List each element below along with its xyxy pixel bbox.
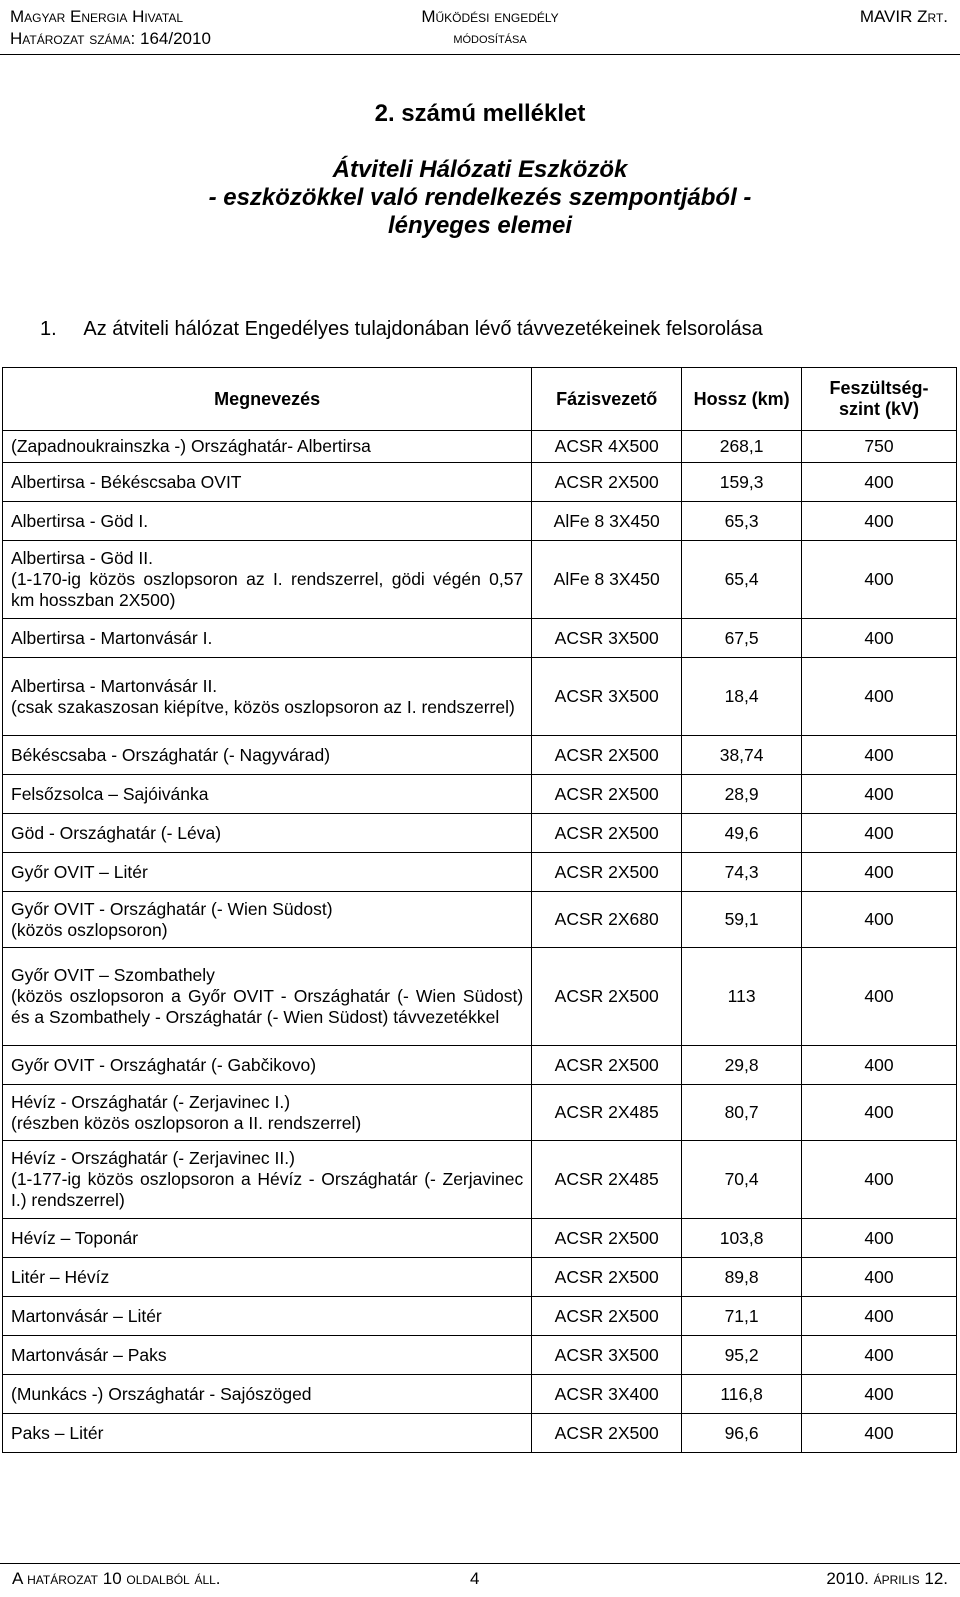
line-name-title: Albertirsa - Martonvásár II. (csak szakaszosan kiépítve, közös oszlopsoron az I. rendszerrel) <box>11 675 515 717</box>
cell-name <box>3 1297 532 1336</box>
cell-voltage: 400 <box>802 541 957 619</box>
cell-phase: ACSR 2X500 <box>532 1258 682 1297</box>
section-number: 1. <box>40 318 57 340</box>
cell-phase: ACSR 2X500 <box>532 814 682 853</box>
cell-name <box>3 619 532 658</box>
cell-length: 113 <box>682 948 802 1046</box>
cell-length: 103,8 <box>682 1219 802 1258</box>
cell-voltage: 400 <box>802 463 957 502</box>
table-row <box>3 853 957 892</box>
cell-length: 159,3 <box>682 463 802 502</box>
table-row <box>3 541 957 619</box>
cell-length: 29,8 <box>682 1046 802 1085</box>
cell-voltage: 400 <box>802 1219 957 1258</box>
table-row <box>3 463 957 502</box>
cell-phase: ACSR 3X500 <box>532 619 682 658</box>
transmission-lines-table <box>2 367 957 1453</box>
cell-phase: AlFe 8 3X450 <box>532 541 682 619</box>
cell-name <box>3 853 532 892</box>
cell-name <box>3 1141 532 1219</box>
title-block <box>0 100 960 240</box>
cell-length: 96,6 <box>682 1414 802 1453</box>
line-name-title: Litér – Hévíz <box>11 1266 110 1287</box>
table-row <box>3 1297 957 1336</box>
cell-voltage: 400 <box>802 736 957 775</box>
line-name-title: Albertirsa - Göd I. <box>11 510 149 531</box>
line-name-title: Hévíz – Toponár <box>11 1227 139 1248</box>
title-line-2: - eszközökkel való rendelkezés szempontjából - <box>208 184 752 211</box>
table-row <box>3 431 957 463</box>
cell-name <box>3 541 532 619</box>
title-line-1: Átviteli Hálózati Eszközök <box>332 156 628 183</box>
cell-phase: ACSR 2X500 <box>532 1219 682 1258</box>
cell-name <box>3 1219 532 1258</box>
cell-name <box>3 1375 532 1414</box>
footer-date: 2010. április 12. <box>826 1569 948 1588</box>
cell-length: 49,6 <box>682 814 802 853</box>
header-modification: módosítása <box>453 30 527 47</box>
cell-length: 65,4 <box>682 541 802 619</box>
cell-voltage: 400 <box>802 1414 957 1453</box>
header-company: MAVIR Zrt. <box>859 7 948 26</box>
cell-voltage: 400 <box>802 814 957 853</box>
cell-phase: ACSR 2X500 <box>532 1297 682 1336</box>
cell-phase: ACSR 3X400 <box>532 1375 682 1414</box>
table-row <box>3 736 957 775</box>
header-authority: Magyar Energia Hivatal <box>10 7 184 26</box>
table-row <box>3 1219 957 1258</box>
table-row <box>3 502 957 541</box>
cell-length: 89,8 <box>682 1258 802 1297</box>
page-header <box>0 0 960 55</box>
header-license: Működési engedély <box>421 7 559 26</box>
cell-length: 18,4 <box>682 658 802 736</box>
cell-name <box>3 948 532 1046</box>
footer-page-count: A határozat 10 oldalból áll. <box>12 1569 221 1588</box>
cell-name <box>3 1046 532 1085</box>
table-row <box>3 1141 957 1219</box>
cell-phase: AlFe 8 3X450 <box>532 502 682 541</box>
cell-name <box>3 892 532 948</box>
cell-length: 71,1 <box>682 1297 802 1336</box>
table-row <box>3 948 957 1046</box>
table-body <box>3 431 957 1453</box>
cell-voltage: 400 <box>802 1141 957 1219</box>
cell-name <box>3 658 532 736</box>
table-header-row <box>3 368 957 431</box>
cell-length: 116,8 <box>682 1375 802 1414</box>
col-header-length: Hossz (km) <box>682 368 802 431</box>
cell-phase: ACSR 2X680 <box>532 892 682 948</box>
line-name-title: Hévíz - Országhatár (- Zerjavinec I.) (részben közös oszlopsoron a II. rendszerrel) <box>11 1091 362 1133</box>
line-name-title: Martonvásár – Paks <box>11 1344 167 1365</box>
line-name-title: Albertirsa - Békéscsaba OVIT <box>11 471 242 492</box>
header-middle <box>385 6 595 50</box>
cell-phase: ACSR 2X500 <box>532 1414 682 1453</box>
table-row <box>3 892 957 948</box>
section-heading <box>40 318 763 341</box>
cell-name <box>3 1336 532 1375</box>
table-row <box>3 814 957 853</box>
line-name-title: Martonvásár – Litér <box>11 1305 162 1326</box>
cell-name <box>3 463 532 502</box>
line-name-title: Albertirsa - Göd II. (1-170-ig közös oszlopsoron az I. rendszerrel, gödi végén 0,57 km hosszban 2X500) <box>11 548 524 610</box>
table-row <box>3 1414 957 1453</box>
table-row <box>3 1046 957 1085</box>
cell-phase: ACSR 2X485 <box>532 1141 682 1219</box>
col-header-phase: Fázisvezető <box>532 368 682 431</box>
cell-length: 38,74 <box>682 736 802 775</box>
line-name-title: Békéscsaba - Országhatár (- Nagyvárad) <box>11 744 331 765</box>
header-right <box>860 6 948 28</box>
cell-voltage: 400 <box>802 853 957 892</box>
line-name-title: Győr OVIT – Szombathely (közös oszlopsoron a Győr OVIT - Országhatár (- Wien Südost) és a Szombathely - Országhatár (- Wien Südost) távvezetékkel <box>11 965 524 1027</box>
col-header-voltage: Feszültség-szint (kV) <box>802 368 957 431</box>
cell-voltage: 400 <box>802 775 957 814</box>
cell-voltage: 400 <box>802 658 957 736</box>
cell-length: 28,9 <box>682 775 802 814</box>
cell-voltage: 400 <box>802 502 957 541</box>
cell-length: 65,3 <box>682 502 802 541</box>
title-line-3: lényeges elemei <box>387 212 573 239</box>
line-name-title: Göd - Országhatár (- Léva) <box>11 822 222 843</box>
cell-phase: ACSR 2X500 <box>532 736 682 775</box>
cell-name <box>3 1085 532 1141</box>
line-name-title: Hévíz - Országhatár (- Zerjavinec II.) (1-177-ig közös oszlopsoron a Hévíz - Országhatár (- Zerjavinec I.) rendszerrel) <box>11 1148 524 1210</box>
page-footer <box>0 1563 960 1597</box>
table-row <box>3 775 957 814</box>
cell-length: 59,1 <box>682 892 802 948</box>
cell-name <box>3 814 532 853</box>
header-left <box>10 6 211 50</box>
cell-name <box>3 1414 532 1453</box>
cell-phase: ACSR 2X500 <box>532 853 682 892</box>
cell-voltage: 400 <box>802 1336 957 1375</box>
cell-length: 70,4 <box>682 1141 802 1219</box>
cell-name <box>3 502 532 541</box>
line-name-title: Felsőzsolca – Sajóivánka <box>11 783 209 804</box>
cell-name <box>3 1258 532 1297</box>
header-decision-number: Határozat száma: 164/2010 <box>10 29 211 48</box>
cell-voltage: 400 <box>802 1297 957 1336</box>
cell-voltage: 400 <box>802 1258 957 1297</box>
col-header-name: Megnevezés <box>3 368 532 431</box>
cell-length: 80,7 <box>682 1085 802 1141</box>
table-row <box>3 619 957 658</box>
cell-phase: ACSR 2X500 <box>532 948 682 1046</box>
table-row <box>3 1375 957 1414</box>
cell-phase: ACSR 2X500 <box>532 463 682 502</box>
line-name-title: Albertirsa - Martonvásár I. <box>11 627 213 648</box>
cell-voltage: 400 <box>802 1085 957 1141</box>
table-row <box>3 658 957 736</box>
line-name-title: (Zapadnoukrainszka -) Országhatár- Albertirsa <box>11 436 371 456</box>
cell-phase: ACSR 3X500 <box>532 658 682 736</box>
cell-voltage: 750 <box>802 431 957 463</box>
cell-phase: ACSR 2X500 <box>532 775 682 814</box>
cell-voltage: 400 <box>802 1375 957 1414</box>
cell-phase: ACSR 4X500 <box>532 431 682 463</box>
cell-voltage: 400 <box>802 892 957 948</box>
cell-length: 268,1 <box>682 431 802 463</box>
cell-phase: ACSR 2X485 <box>532 1085 682 1141</box>
cell-voltage: 400 <box>802 619 957 658</box>
cell-name <box>3 736 532 775</box>
cell-name <box>3 775 532 814</box>
line-name-title: (Munkács -) Országhatár - Sajószöged <box>11 1383 312 1404</box>
section-text: Az átviteli hálózat Engedélyes tulajdonában lévő távvezetékeinek felsorolása <box>83 318 763 340</box>
cell-phase: ACSR 3X500 <box>532 1336 682 1375</box>
cell-length: 95,2 <box>682 1336 802 1375</box>
cell-voltage: 400 <box>802 948 957 1046</box>
footer-page-number: 4 <box>470 1569 480 1588</box>
line-name-title: Győr OVIT - Országhatár (- Gabčikovo) <box>11 1054 317 1075</box>
cell-length: 67,5 <box>682 619 802 658</box>
annex-title: 2. számú melléklet <box>374 100 586 127</box>
cell-length: 74,3 <box>682 853 802 892</box>
line-name-title: Paks – Litér <box>11 1422 104 1443</box>
line-name-title: Győr OVIT - Országhatár (- Wien Südost) (közös oszlopsoron) <box>11 898 333 940</box>
cell-voltage: 400 <box>802 1046 957 1085</box>
line-name-title: Győr OVIT – Litér <box>11 861 148 882</box>
table-row <box>3 1085 957 1141</box>
table-row <box>3 1258 957 1297</box>
cell-phase: ACSR 2X500 <box>532 1046 682 1085</box>
cell-name <box>3 431 532 463</box>
table-row <box>3 1336 957 1375</box>
